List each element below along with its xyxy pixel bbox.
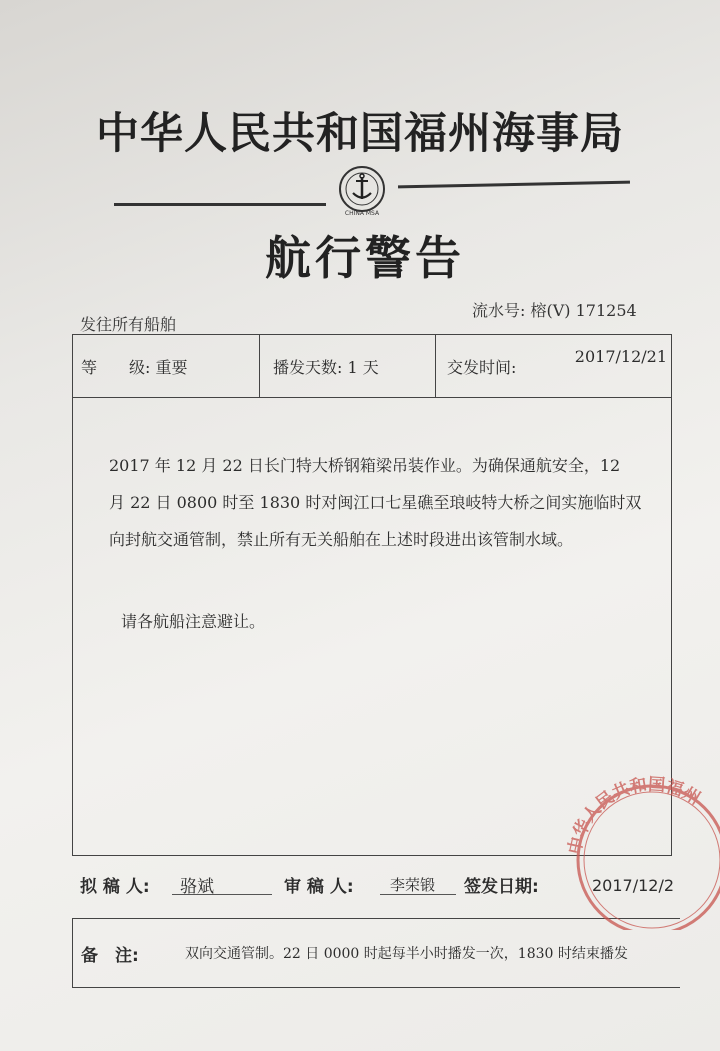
issue-date-value: 2017/12/2 (592, 876, 675, 895)
body-line: 向封航交通管制，禁止所有无关船舶在上述时段进出该管制水域。 (109, 530, 574, 549)
level-field (81, 355, 188, 378)
msa-emblem-icon (326, 162, 398, 218)
notice-text: 请各航船注意避让。 (121, 612, 266, 631)
date-label: 交发时间: (447, 358, 517, 377)
column-divider (259, 335, 260, 397)
days-value: 1 天 (347, 358, 379, 377)
serial-number (472, 298, 637, 321)
date-value: 2017/12/21 (574, 347, 667, 366)
serial-label: 流水号: (472, 301, 526, 320)
document-title: 航行警告 (265, 231, 465, 285)
body-line: 2017 年 12 月 22 日长门特大桥钢箱梁吊装作业。为确保通航安全，12 (109, 456, 621, 475)
official-seal-icon (560, 760, 720, 930)
serial-value: 榕(V) 171254 (530, 301, 637, 320)
header-rule-right (398, 181, 630, 189)
drafter-underline (172, 894, 272, 895)
drafter-label: 拟 稿 人: (80, 877, 150, 897)
reviewer-name: 李荣锻 (390, 876, 436, 894)
recipients-text: 发往所有船舶 (80, 315, 177, 334)
drafter-name: 骆斌 (180, 877, 214, 897)
remarks-label: 备 注: (81, 946, 139, 966)
level-value: 重要 (155, 358, 188, 377)
broadcast-days-field (273, 355, 379, 378)
level-label: 等 级: (81, 358, 151, 377)
column-divider (435, 335, 436, 397)
emblem-caption: CHINA MSA (344, 210, 380, 217)
reviewer-label: 审 稿 人: (284, 877, 354, 897)
date-field (447, 347, 667, 378)
warning-body (109, 447, 674, 558)
reviewer-underline (380, 894, 456, 895)
remarks-text: 双向交通管制。22 日 0000 时起每半小时播发一次，1830 时结束播发 (185, 946, 628, 962)
header-row (73, 335, 671, 398)
body-line: 月 22 日 0800 时至 1830 时对闽江口七星礁至琅岐特大桥之间实施临时双 (109, 493, 642, 512)
days-label: 播发天数: (273, 358, 343, 377)
seal-text: 中华人民共和国福州 (564, 774, 704, 857)
issue-date-label: 签发日期: (464, 877, 539, 897)
organization-title: 中华人民共和国福州海事局 (96, 109, 624, 159)
header-rule-left (114, 203, 326, 206)
